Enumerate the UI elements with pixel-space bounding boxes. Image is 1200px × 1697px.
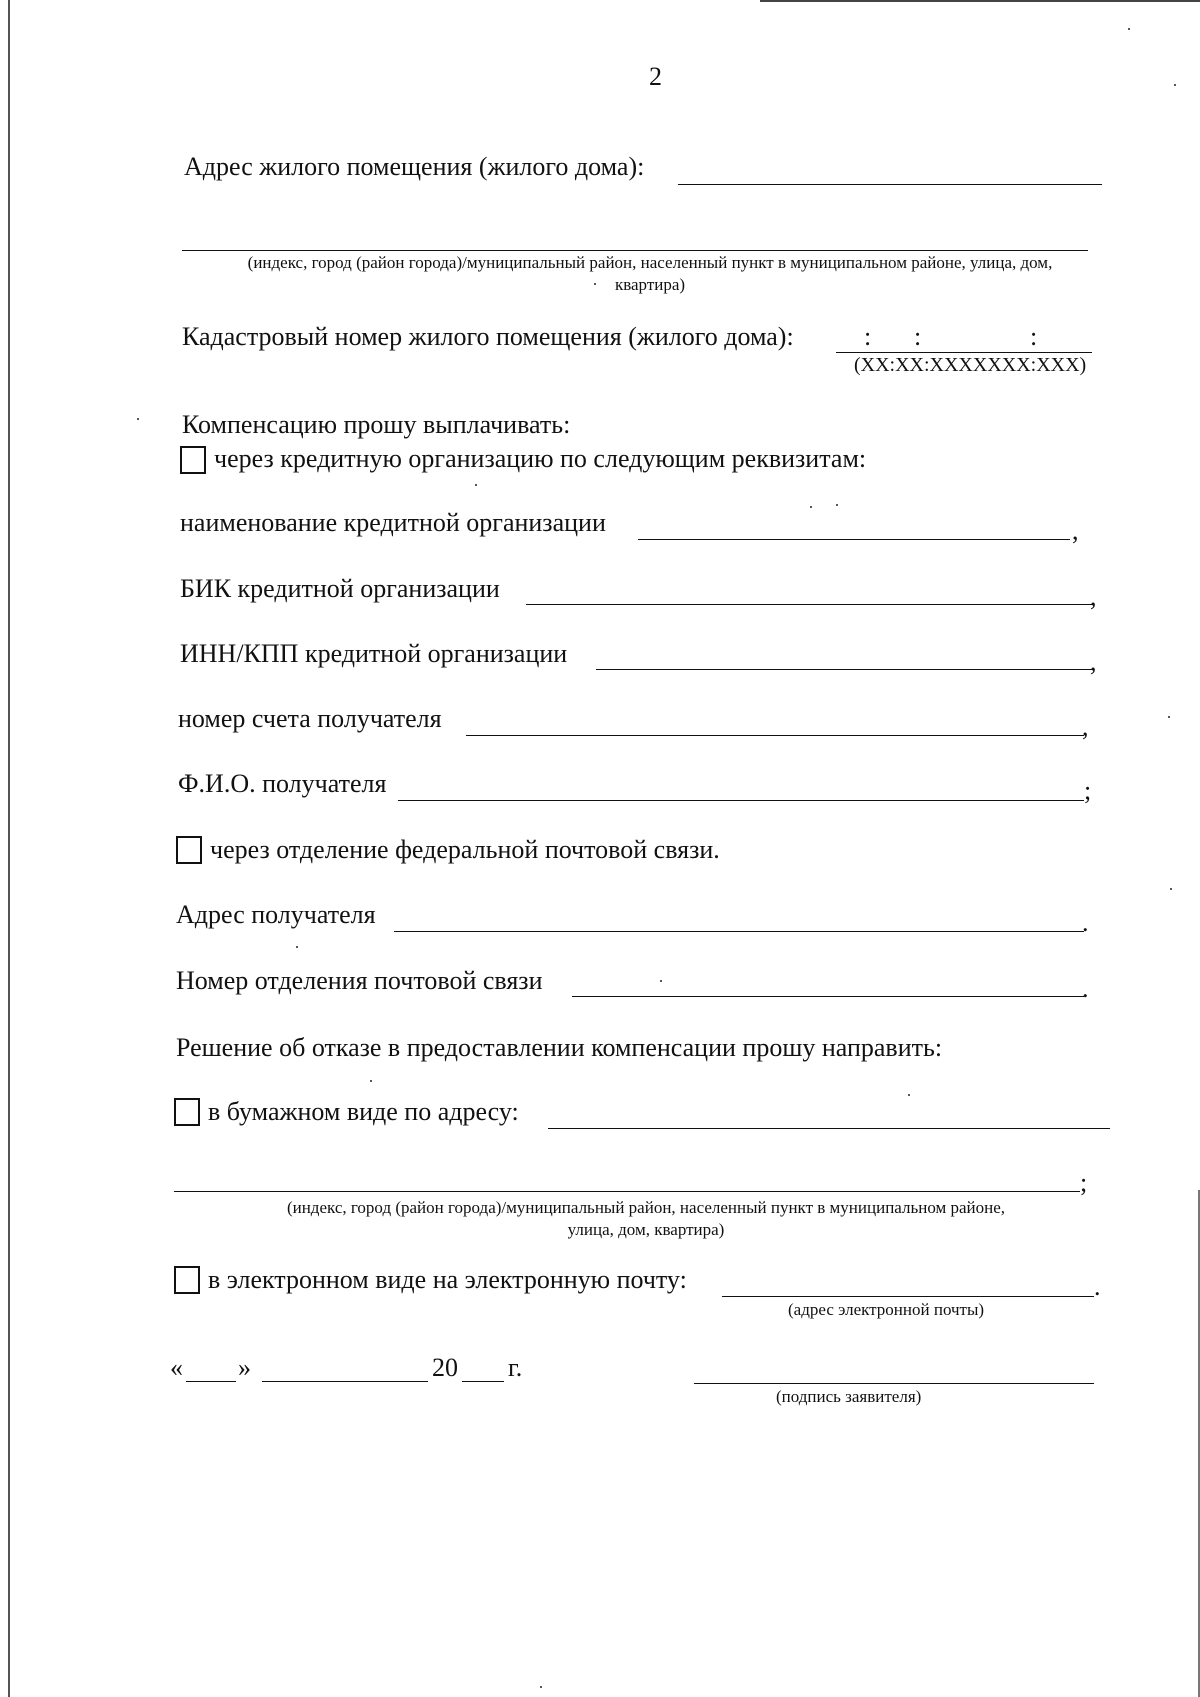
paper-address-field-line-2[interactable]	[174, 1191, 1080, 1192]
inn-kpp-comma: ,	[1090, 647, 1097, 676]
scan-speck	[1174, 84, 1176, 86]
bik-label: БИК кредитной организации	[180, 574, 500, 603]
address-hint-line-2: квартира)	[614, 275, 686, 294]
date-month-field-line[interactable]	[262, 1381, 428, 1382]
fio-field-line[interactable]	[398, 800, 1084, 801]
post-address-field-line[interactable]	[394, 931, 1084, 932]
post-option-checkbox[interactable]	[176, 836, 202, 864]
cadastral-format-hint: (XX:XX:XXXXXXX:XXX)	[854, 354, 1087, 376]
paper-option-checkbox[interactable]	[174, 1098, 200, 1126]
date-close-quote: »	[238, 1353, 251, 1382]
email-hint: (адрес электронной почты)	[788, 1300, 985, 1319]
cadastral-separator-3: :	[1030, 322, 1038, 351]
refusal-heading: Решение об отказе в предоставлении компенсации прошу направить:	[176, 1033, 943, 1062]
paper-address-hint-line-2: улица, дом, квартира)	[567, 1220, 725, 1239]
post-office-label: Номер отделения почтовой связи	[176, 966, 543, 995]
fio-semicolon: ;	[1084, 776, 1092, 805]
address-field-line-2[interactable]	[182, 250, 1088, 251]
inn-kpp-field-line[interactable]	[596, 669, 1092, 670]
date-open-quote: «	[170, 1353, 183, 1382]
scan-speck	[836, 504, 838, 506]
account-field-line[interactable]	[466, 735, 1084, 736]
post-address-label: Адрес получателя	[176, 900, 376, 929]
date-year-prefix: 20	[432, 1353, 458, 1382]
scan-speck	[475, 484, 477, 486]
bank-option-checkbox[interactable]	[180, 446, 206, 474]
scan-speck	[810, 506, 812, 508]
paper-address-semicolon: ;	[1080, 1168, 1088, 1197]
cadastral-separator-2: :	[914, 322, 922, 351]
scan-left-edge	[8, 0, 10, 1697]
email-option-label: в электронном виде на электронную почту:	[208, 1265, 687, 1294]
paper-address-hint-line-1: (индекс, город (район города)/муниципальный район, населенный пункт в муниципальном районе,	[286, 1198, 1006, 1217]
address-label: Адрес жилого помещения (жилого дома):	[184, 152, 645, 181]
scan-speck	[370, 1080, 372, 1082]
bank-name-comma: ,	[1072, 516, 1079, 545]
scan-top-edge	[760, 0, 1200, 2]
account-comma: ,	[1082, 712, 1089, 741]
address-hint-line-1: (индекс, город (район города)/муниципальный район, населенный пункт в муниципальном районе, улица, дом,	[247, 253, 1053, 272]
cadastral-label: Кадастровый номер жилого помещения (жилого дома):	[182, 322, 794, 351]
date-day-field-line[interactable]	[186, 1381, 236, 1382]
scan-speck	[540, 1686, 542, 1688]
bik-field-line[interactable]	[526, 604, 1092, 605]
date-year-field-line[interactable]	[462, 1381, 504, 1382]
address-field-line[interactable]	[678, 184, 1102, 185]
date-year-suffix: г.	[508, 1353, 523, 1382]
scan-speck	[908, 1094, 910, 1096]
post-office-period: .	[1082, 974, 1089, 1003]
scan-speck	[1168, 716, 1170, 718]
paper-option-label: в бумажном виде по адресу:	[208, 1097, 519, 1126]
email-period: .	[1094, 1272, 1101, 1301]
scan-speck	[660, 980, 662, 982]
payment-heading: Компенсацию прошу выплачивать:	[182, 410, 571, 439]
post-option-label: через отделение федеральной почтовой связи.	[210, 835, 720, 864]
email-option-checkbox[interactable]	[174, 1266, 200, 1294]
scan-speck	[137, 418, 139, 420]
email-field-line[interactable]	[722, 1296, 1094, 1297]
bank-option-label: через кредитную организацию по следующим реквизитам:	[214, 444, 867, 473]
scan-speck	[594, 283, 596, 285]
account-label: номер счета получателя	[178, 704, 442, 733]
cadastral-separator-1: :	[864, 322, 872, 351]
signature-field-line[interactable]	[694, 1383, 1094, 1384]
post-office-field-line[interactable]	[572, 996, 1084, 997]
paper-address-field-line[interactable]	[548, 1128, 1110, 1129]
fio-label: Ф.И.О. получателя	[178, 769, 387, 798]
scan-speck	[1170, 888, 1172, 890]
scan-speck	[1128, 28, 1130, 30]
bank-name-field-line[interactable]	[638, 539, 1070, 540]
signature-hint: (подпись заявителя)	[776, 1387, 922, 1406]
bank-name-label: наименование кредитной организации	[180, 508, 606, 537]
page-number: 2	[649, 62, 662, 91]
bik-comma: ,	[1090, 582, 1097, 611]
post-address-period: .	[1082, 908, 1089, 937]
inn-kpp-label: ИНН/КПП кредитной организации	[180, 639, 568, 668]
scan-speck	[296, 946, 298, 948]
